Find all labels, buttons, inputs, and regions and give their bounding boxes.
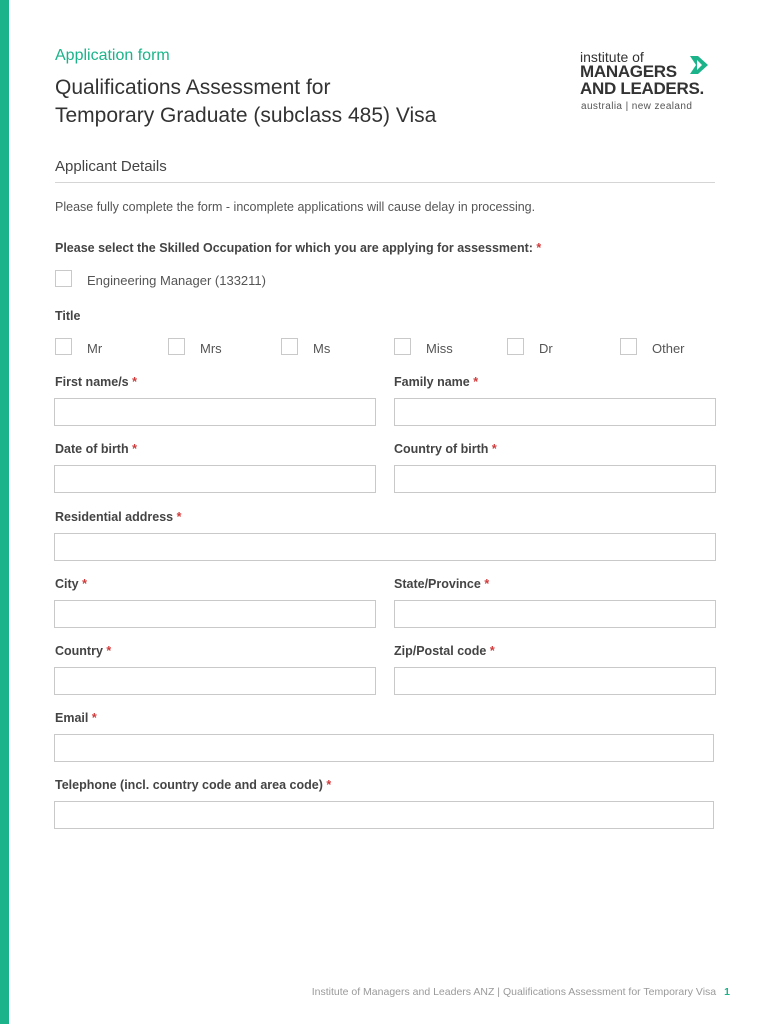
footer-text: Institute of Managers and Leaders ANZ | Qualifications Assessment for Temporary Visa bbox=[311, 986, 717, 998]
occupation-option-label: Engineering Manager (133211) bbox=[87, 273, 266, 288]
logo-line-2: MANAGERS bbox=[580, 62, 677, 81]
required-marker: * bbox=[489, 644, 495, 658]
page-title-line-2: Temporary Graduate (subclass 485) Visa bbox=[55, 104, 437, 127]
family-name-label bbox=[394, 375, 478, 389]
state-field[interactable] bbox=[394, 600, 716, 628]
required-marker: * bbox=[536, 241, 542, 255]
logo-mark-icon bbox=[688, 54, 710, 76]
title-option-mr: Mr bbox=[87, 341, 103, 356]
country-of-birth-label-text: Country of birth bbox=[394, 442, 489, 456]
required-marker: * bbox=[473, 375, 479, 389]
title-option-other: Other bbox=[652, 341, 685, 356]
family-name-label-text: Family name bbox=[394, 375, 470, 389]
email-field[interactable] bbox=[54, 734, 714, 762]
required-marker: * bbox=[132, 442, 137, 456]
logo-line-4: australia | new zealand bbox=[581, 101, 693, 112]
state-label-text: State/Province bbox=[394, 577, 481, 591]
state-label bbox=[394, 577, 489, 591]
required-marker: * bbox=[484, 577, 490, 591]
title-option-miss: Miss bbox=[426, 341, 453, 356]
address-label-text: Residential address bbox=[55, 510, 174, 524]
title-checkbox-miss[interactable] bbox=[394, 338, 411, 355]
form-type-label: Application form bbox=[55, 47, 170, 64]
required-marker: * bbox=[491, 442, 497, 456]
first-name-field[interactable] bbox=[54, 398, 376, 426]
required-marker: * bbox=[326, 778, 332, 792]
dob-label bbox=[55, 442, 137, 456]
telephone-label-text: Telephone (incl. country code and area code) bbox=[55, 778, 323, 792]
address-label bbox=[55, 510, 181, 524]
city-field[interactable] bbox=[54, 600, 376, 628]
telephone-field[interactable] bbox=[54, 801, 714, 829]
telephone-label bbox=[55, 778, 331, 792]
title-checkbox-mr[interactable] bbox=[55, 338, 72, 355]
title-label: Title bbox=[55, 309, 81, 323]
country-of-birth-field[interactable] bbox=[394, 465, 716, 493]
country-label bbox=[55, 644, 111, 658]
dob-field[interactable] bbox=[54, 465, 376, 493]
zip-field[interactable] bbox=[394, 667, 716, 695]
instructions-note: Please fully complete the form - incomplete applications will cause delay in processing. bbox=[55, 200, 536, 214]
required-marker: * bbox=[106, 644, 112, 658]
dob-label-text: Date of birth bbox=[55, 442, 129, 456]
occupation-checkbox[interactable] bbox=[55, 270, 72, 287]
zip-label bbox=[394, 644, 495, 658]
first-name-label bbox=[55, 375, 137, 389]
title-checkbox-dr[interactable] bbox=[507, 338, 524, 355]
title-option-mrs: Mrs bbox=[200, 341, 222, 356]
required-marker: * bbox=[91, 711, 97, 725]
country-field[interactable] bbox=[54, 667, 376, 695]
country-label-text: Country bbox=[55, 644, 103, 658]
country-of-birth-label bbox=[394, 442, 497, 456]
logo-line-3: AND LEADERS. bbox=[580, 79, 704, 98]
logo-line-1: institute of bbox=[580, 49, 644, 65]
title-checkbox-ms[interactable] bbox=[281, 338, 298, 355]
title-option-dr: Dr bbox=[539, 341, 553, 356]
page-number: 1 bbox=[724, 986, 730, 998]
email-label bbox=[55, 711, 97, 725]
iml-logo bbox=[580, 50, 720, 116]
zip-label-text: Zip/Postal code bbox=[394, 644, 487, 658]
email-label-text: Email bbox=[55, 711, 89, 725]
city-label-text: City bbox=[55, 577, 79, 591]
occupation-label bbox=[55, 241, 541, 255]
page-title-line-1: Qualifications Assessment for bbox=[55, 76, 331, 99]
required-marker: * bbox=[82, 577, 87, 591]
family-name-field[interactable] bbox=[394, 398, 716, 426]
title-checkbox-mrs[interactable] bbox=[168, 338, 185, 355]
page-footer bbox=[312, 986, 730, 998]
accent-side-bar bbox=[0, 0, 9, 1024]
required-marker: * bbox=[132, 375, 137, 389]
section-divider bbox=[55, 182, 715, 183]
title-checkbox-other[interactable] bbox=[620, 338, 637, 355]
first-name-label-text: First name/s bbox=[55, 375, 129, 389]
occupation-label-text: Please select the Skilled Occupation for which you are applying for assessment: bbox=[55, 241, 533, 255]
address-field[interactable] bbox=[54, 533, 716, 561]
required-marker: * bbox=[176, 510, 182, 524]
page-title bbox=[55, 74, 555, 130]
section-heading: Applicant Details bbox=[55, 158, 167, 175]
title-option-ms: Ms bbox=[313, 341, 331, 356]
city-label bbox=[55, 577, 87, 591]
